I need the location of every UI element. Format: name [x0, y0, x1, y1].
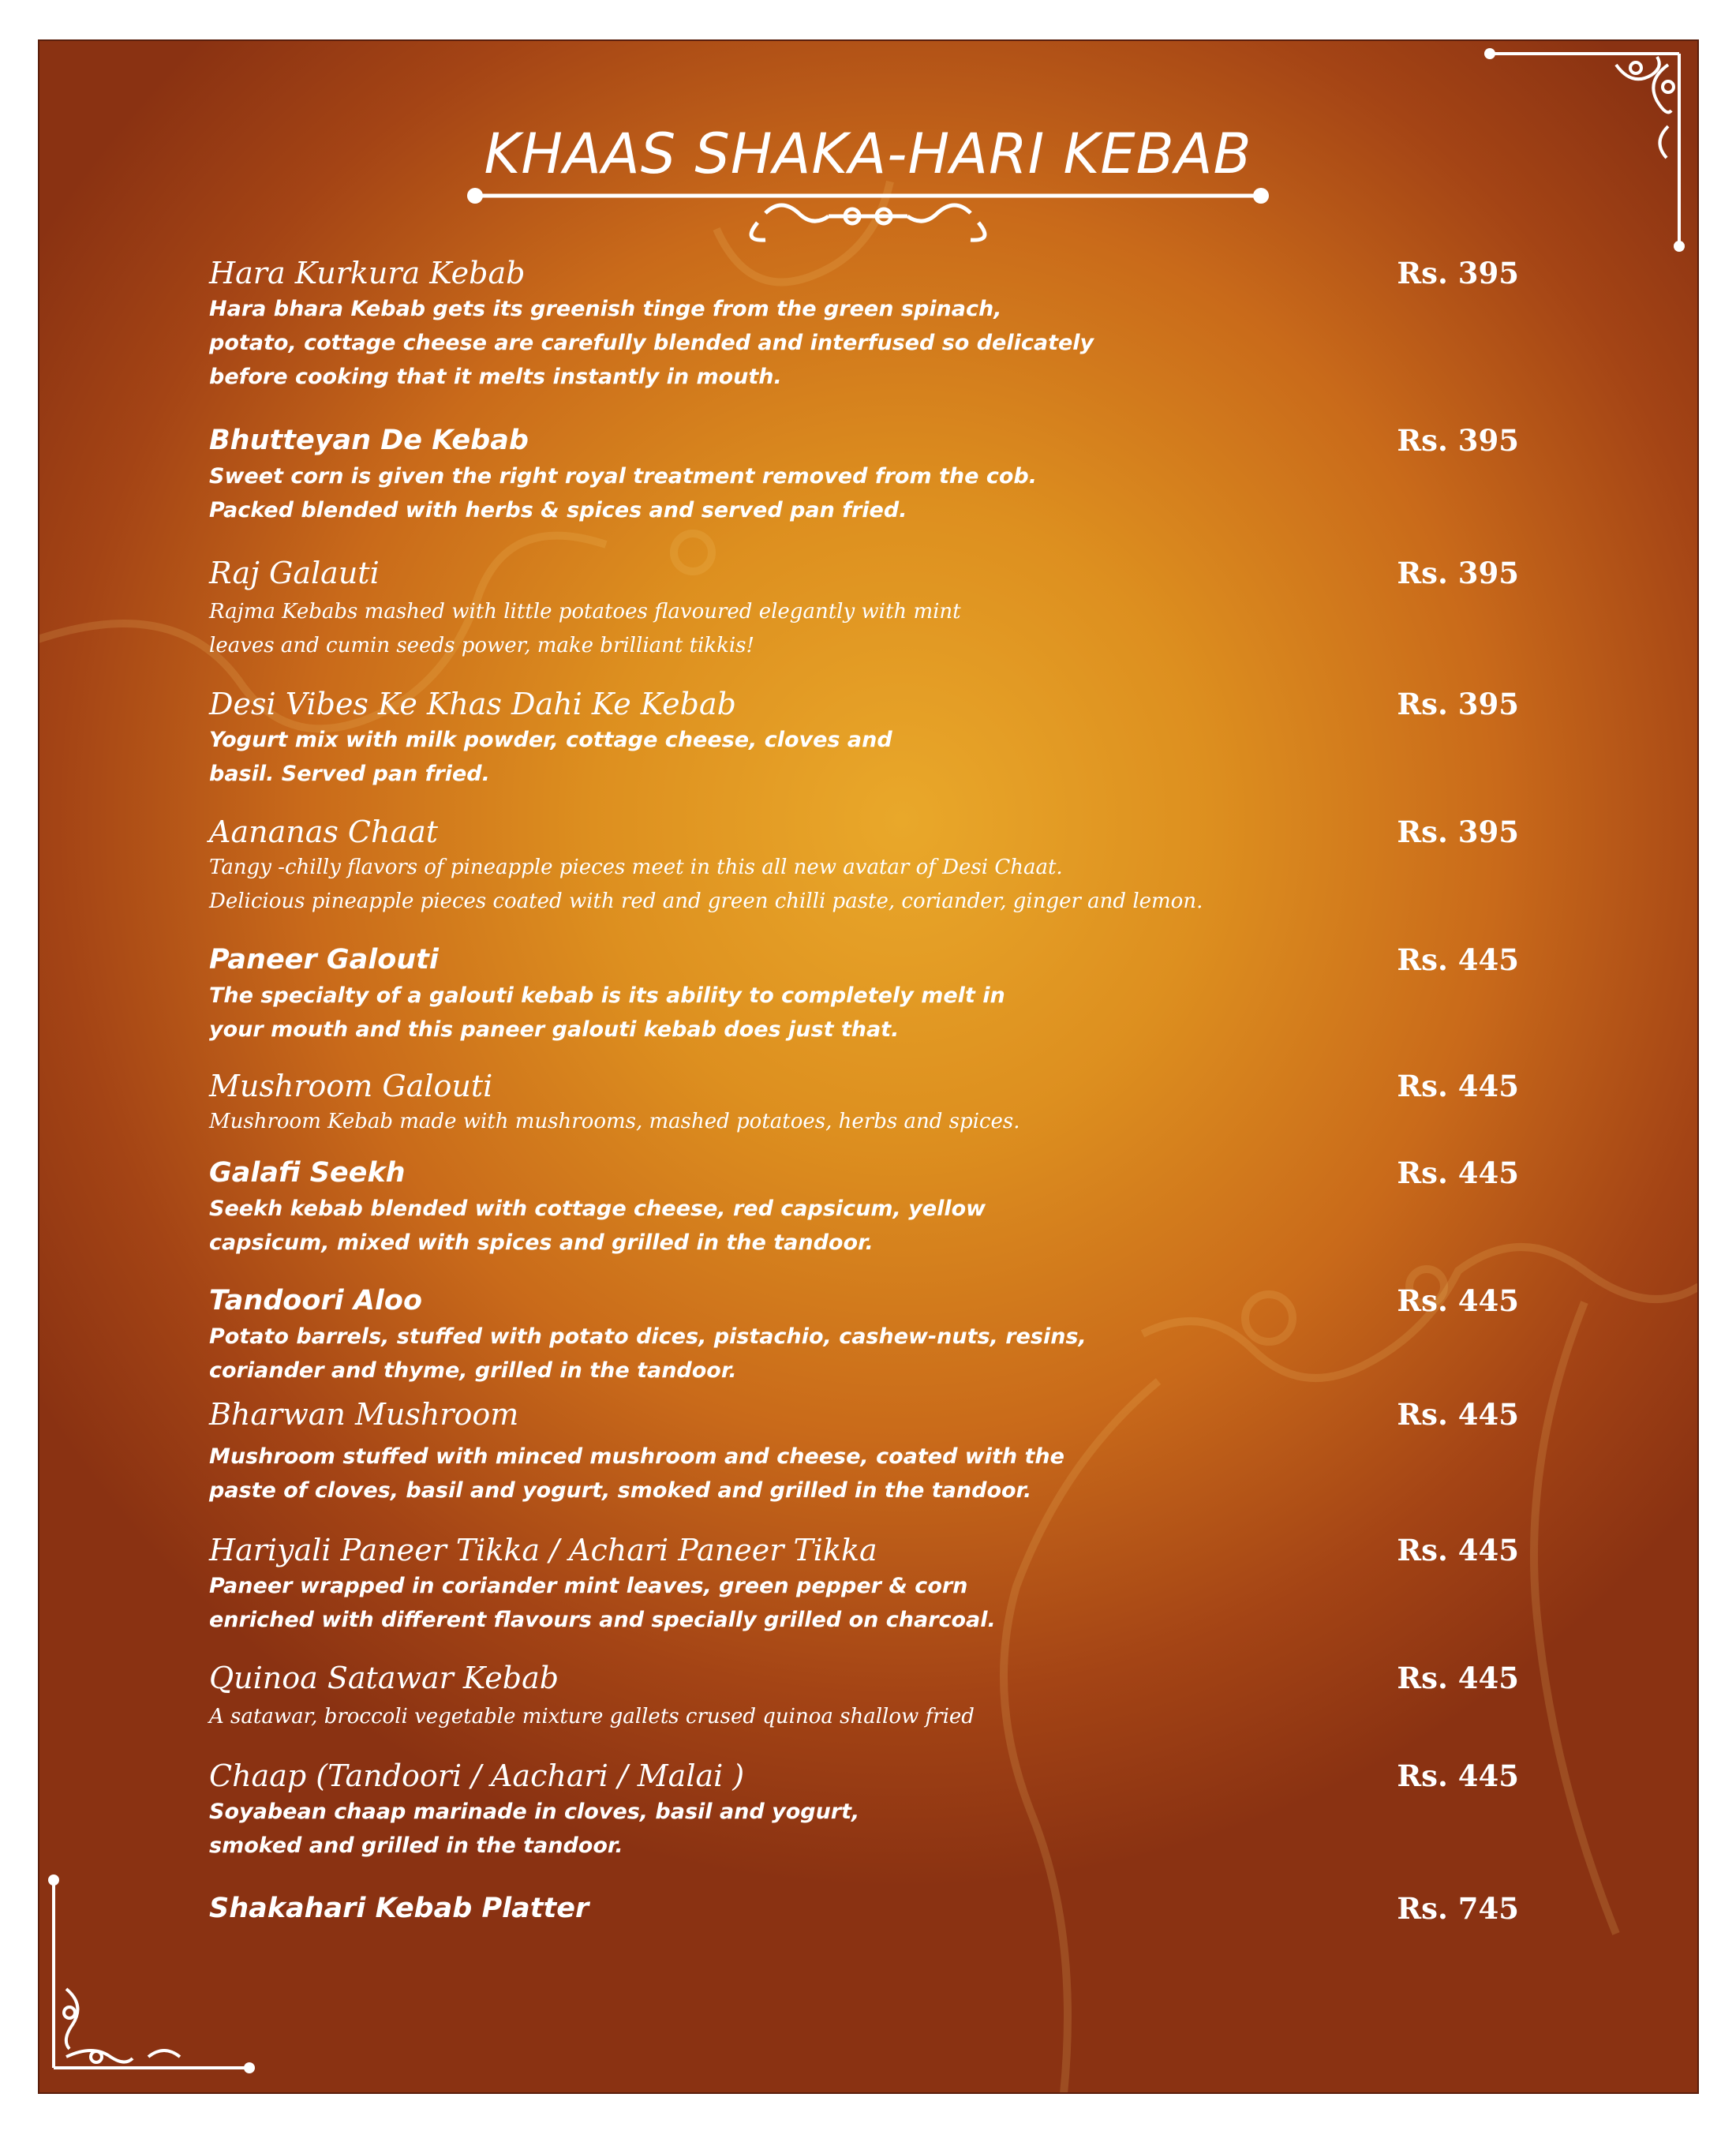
- item-description: Mushroom stuffed with minced mushroom and cheese, coated with the paste of cloves, basil and yogurt, smoked and grilled in the tandoor.: [209, 1444, 1064, 1503]
- menu-item: [209, 813, 1519, 919]
- item-price: Rs. 395: [1397, 815, 1519, 849]
- item-name: Mushroom Galouti: [209, 1069, 493, 1103]
- item-price: Rs. 395: [1397, 423, 1519, 458]
- menu-item: [209, 1067, 1519, 1139]
- item-description: Yogurt mix with milk powder, cottage cheese, cloves and basil. Served pan fried.: [209, 728, 892, 786]
- item-price: Rs. 745: [1397, 1891, 1519, 1926]
- item-price: Rs. 395: [1397, 556, 1519, 590]
- menu-item: [209, 254, 1519, 394]
- item-name: Paneer Galouti: [209, 944, 439, 976]
- item-name: Galafi Seekh: [209, 1157, 406, 1189]
- item-price: Rs. 445: [1397, 942, 1519, 977]
- title-underline-flourish: [458, 182, 1278, 253]
- menu-item: [209, 421, 1519, 527]
- menu-item: [209, 1395, 1519, 1507]
- item-name: Desi Vibes Ke Khas Dahi Ke Kebab: [209, 687, 736, 721]
- item-description: A satawar, broccoli vegetable mixture gallets crused quinoa shallow fried: [209, 1705, 975, 1728]
- menu-item: [209, 1154, 1519, 1260]
- item-price: Rs. 395: [1397, 256, 1519, 290]
- item-description: Sweet corn is given the right royal treatment removed from the cob. Packed blended with herbs & spices and served pan fried.: [209, 464, 1037, 522]
- item-name: Chaap (Tandoori / Aachari / Malai ): [209, 1758, 745, 1793]
- item-description: Tangy -chilly flavors of pineapple pieces meet in this all new avatar of Desi Chaat. Delicious pineapple pieces coated with red and green chilli paste, coriander, ginger and lemon.: [209, 856, 1203, 913]
- menu-item: [209, 685, 1519, 791]
- menu-item: [209, 1757, 1519, 1863]
- menu-item: [209, 554, 1519, 663]
- item-price: Rs. 445: [1397, 1758, 1519, 1793]
- item-price: Rs. 445: [1397, 1283, 1519, 1318]
- item-price: Rs. 445: [1397, 1069, 1519, 1103]
- menu-item: [209, 1889, 1519, 1927]
- item-name: Hara Kurkura Kebab: [209, 256, 526, 290]
- item-price: Rs. 445: [1397, 1155, 1519, 1190]
- item-description: Seekh kebab blended with cottage cheese, red capsicum, yellow capsicum, mixed with spices and grilled in the tandoor.: [209, 1197, 986, 1255]
- menu-item: [209, 1282, 1519, 1388]
- item-name: Aananas Chaat: [209, 815, 439, 849]
- item-description: Hara bhara Kebab gets its greenish tinge from the green spinach, potato, cottage cheese are carefully blended and interfused so delicately before cooking that it melts instantly in mouth.: [209, 297, 1094, 389]
- menu-item: [209, 941, 1519, 1047]
- item-price: Rs. 445: [1397, 1397, 1519, 1432]
- corner-flourish-top-right: [1474, 39, 1699, 260]
- item-name: Bhutteyan De Kebab: [209, 425, 529, 456]
- item-name: Quinoa Satawar Kebab: [209, 1661, 559, 1695]
- item-description: Mushroom Kebab made with mushrooms, mashed potatoes, herbs and spices.: [209, 1110, 1020, 1133]
- item-name: Hariyali Paneer Tikka / Achari Paneer Tikka: [209, 1533, 877, 1567]
- item-description: Paneer wrapped in coriander mint leaves, green pepper & corn enriched with different flavours and specially grilled on charcoal.: [209, 1574, 996, 1632]
- item-price: Rs. 395: [1397, 687, 1519, 721]
- item-price: Rs. 445: [1397, 1661, 1519, 1695]
- menu-item: [209, 1531, 1519, 1637]
- page-title: KHAAS SHAKA-HARI KEBAB: [484, 122, 1252, 186]
- item-price: Rs. 445: [1397, 1533, 1519, 1567]
- header: [458, 118, 1278, 253]
- item-description: Soyabean chaap marinade in cloves, basil and yogurt, smoked and grilled in the tandoor.: [209, 1800, 860, 1858]
- menu-item: [209, 1659, 1519, 1734]
- item-description: Rajma Kebabs mashed with little potatoes flavoured elegantly with mint leaves and cumin seeds power, make brilliant tikkis!: [209, 600, 961, 657]
- item-name: Tandoori Aloo: [209, 1285, 423, 1316]
- item-name: Shakahari Kebab Platter: [209, 1893, 589, 1924]
- item-description: Potato barrels, stuffed with potato dices, pistachio, cashew-nuts, resins, coriander and thyme, grilled in the tandoor.: [209, 1324, 1087, 1383]
- item-description: The specialty of a galouti kebab is its ability to completely melt in your mouth and this paneer galouti kebab does just that.: [209, 983, 1005, 1042]
- item-name: Bharwan Mushroom: [209, 1397, 519, 1432]
- item-name: Raj Galauti: [209, 556, 380, 590]
